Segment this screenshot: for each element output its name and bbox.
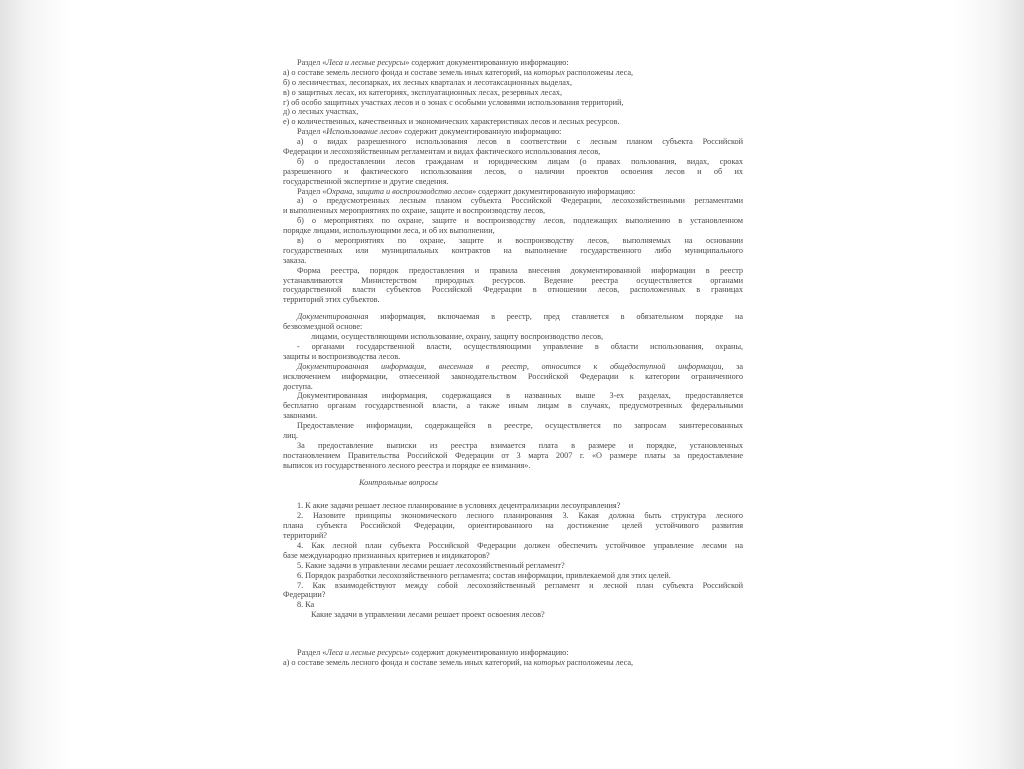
- documented-info-line: законами.: [283, 411, 318, 421]
- question-item: 2. Назовите принципы экономического лесного планирования 3. Какая должна быть структура лесного: [297, 511, 743, 521]
- documented-info-line: Документированная информация, включаемая в реестр, пред ставляется в обязательном порядке на: [297, 312, 743, 322]
- section1-item-a: а) о составе земель лесного фонда и составе земель иных категорий, на которых расположены леса,: [283, 67, 633, 77]
- question-item: плана субъекта Российской Федерации, ориентированного на достижение целей устойчивого развития: [283, 521, 743, 531]
- documented-info-line: выписок из государственного лесного реестра и порядке ее взимания».: [283, 460, 531, 470]
- registry-paragraph-line: государственной власти субъектов Российской Федерации в отношении лесов, расположенных в границах: [283, 285, 743, 295]
- section3-line: а) о предусмотренных лесным планом субъекта Российской Федерации, лесохозяйственными регламентами: [297, 196, 743, 206]
- question-item: базе международно признанных критериев и индикаторов?: [283, 550, 490, 560]
- section2-line: разрешенного и фактического использования лесов, о наличии проектов освоения лесов и об их: [283, 166, 743, 176]
- documented-info-line: лиц.: [283, 430, 298, 440]
- question-item: 7. Как взаимодействуют между собой лесохозяйственный регламент и лесной план субъекта Российской: [297, 580, 743, 590]
- documented-info-line: доступа.: [283, 381, 313, 391]
- section1-item-d: г) об особо защитных участках лесов и о зонах с особыми условиями использования территорий,: [283, 97, 624, 107]
- right-shadow: [954, 0, 1024, 769]
- registry-paragraph-line: Форма реестра, порядок предоставления и правила внесения документированной информации в реестр: [297, 265, 743, 275]
- documented-info-line: бесплатно органам государственной власти, а также иным лицам в случаях, предусмотренных федеральными: [283, 401, 743, 411]
- section3-line: в) о мероприятиях по охране, защите и воспроизводству лесов, выполняемых на основании: [297, 236, 743, 246]
- section2-heading: Раздел «Использование лесов» содержит документированную информацию:: [297, 127, 562, 137]
- documented-info-line: лицами, осуществляющими использование, охрану, защиту воспроизводство лесов,: [311, 332, 604, 342]
- documented-info-line: За предоставление выписки из реестра взимается плата в размере и порядке, установленных: [297, 440, 743, 450]
- section3-line: заказа.: [283, 255, 307, 265]
- documented-info-line: защиты и воспроизводства лесов.: [283, 351, 401, 361]
- section1-repeat-item-a: а) о составе земель лесного фонда и составе земель иных категорий, на которых расположены леса,: [283, 657, 633, 667]
- documented-info-line: Предоставление информации, содержащейся в реестре, осуществляется по запросам заинтересованных: [297, 421, 743, 431]
- section1-repeat-heading: Раздел «Леса и лесные ресурсы» содержит документированную информацию:: [297, 648, 569, 658]
- section1-item-c: в) о защитных лесах, их категориях, эксплуатационных лесах, резервных лесах,: [283, 87, 562, 97]
- documented-info-line: постановлением Правительства Российской Федерации от 3 марта 2007 г. «О размере платы за предоставление: [283, 450, 743, 460]
- question-item: 5. Какие задачи в управлении лесами решает лесохозяйственный регламент?: [297, 560, 565, 570]
- documented-info-line: Документированная информация, содержащаяся в названных выше 3-ех разделах, предоставляется: [297, 391, 743, 401]
- question-item: 6. Порядок разработки лесохозяйственного регламента; состав информации, привлекаемой для этих целей.: [297, 570, 671, 580]
- documented-info-line: безвозмездной основе:: [283, 322, 363, 332]
- section3-line: государственных или муниципальных контрактов на выполнение государственного либо муниципального: [283, 245, 743, 255]
- section3-heading: Раздел «Охрана, защита и воспроизводство лесов» содержит документированную информацию:: [297, 186, 636, 196]
- left-shadow: [0, 0, 70, 769]
- question-item: 1. К акие задачи решает лесное планирование в условиях децентрализации лесоуправления?: [297, 501, 621, 511]
- registry-paragraph-line: территорий этих субъектов.: [283, 295, 380, 305]
- question-item: Какие задачи в управлении лесами решает проект освоения лесов?: [311, 610, 545, 620]
- documented-info-line: Документированная информация, внесенная в реестр, относится к общедоступной информации, за: [297, 361, 743, 371]
- section3-line: б) о мероприятиях по охране, защите и воспроизводству лесов, подлежащих выполнению в установленном: [297, 216, 743, 226]
- question-item: территорий?: [283, 531, 327, 541]
- question-item: 4. Как лесной план субъекта Российской Федерации должен обеспечить устойчивое управление лесами на: [297, 540, 743, 550]
- registry-paragraph-line: устанавливаются Министерством природных ресурсов. Ведение реестра осуществляется органами: [283, 275, 743, 285]
- question-item: 8. Ка: [297, 600, 315, 610]
- document-page: [283, 58, 743, 763]
- section2-line: Федерации и лесохозяйственным регламентам и видах фактического использования лесов,: [283, 147, 601, 157]
- documented-info-line: исключением информации, отнесенной законодательством Российской Федерации к категории ограниченного: [283, 371, 743, 381]
- section2-line: государственной экспертизе и другие сведения.: [283, 176, 449, 186]
- section1-item-f: е) о количественных, качественных и экономических характеристиках лесов и лесных ресурсов.: [283, 117, 620, 127]
- section1-item-b: б) о лесничествах, лесопарках, их лесных кварталах и лесотаксационных выделах,: [283, 77, 572, 87]
- section2-line: б) о предоставлении лесов гражданам и юридическим лицам (о правах пользования, видах, сроках: [297, 156, 743, 166]
- section3-line: порядке лицами, использующими леса, и об их выполнении,: [283, 226, 495, 236]
- section2-line: а) о видах разрешенного использования лесов в соответствии с лесным планом субъекта Российской: [297, 137, 743, 147]
- question-item: Федерации?: [283, 590, 326, 600]
- section3-line: и выполненных мероприятиях по охране, защите и воспроизводству лесов,: [283, 206, 546, 216]
- documented-info-line: - органами государственной власти, осуществляющими управление в области использования, охраны,: [297, 341, 743, 351]
- section1-item-e: д) о лесных участках,: [283, 107, 359, 117]
- questions-heading: Контрольные вопросы: [359, 477, 438, 487]
- section1-heading: Раздел «Леса и лесные ресурсы» содержит документированную информацию:: [297, 58, 569, 67]
